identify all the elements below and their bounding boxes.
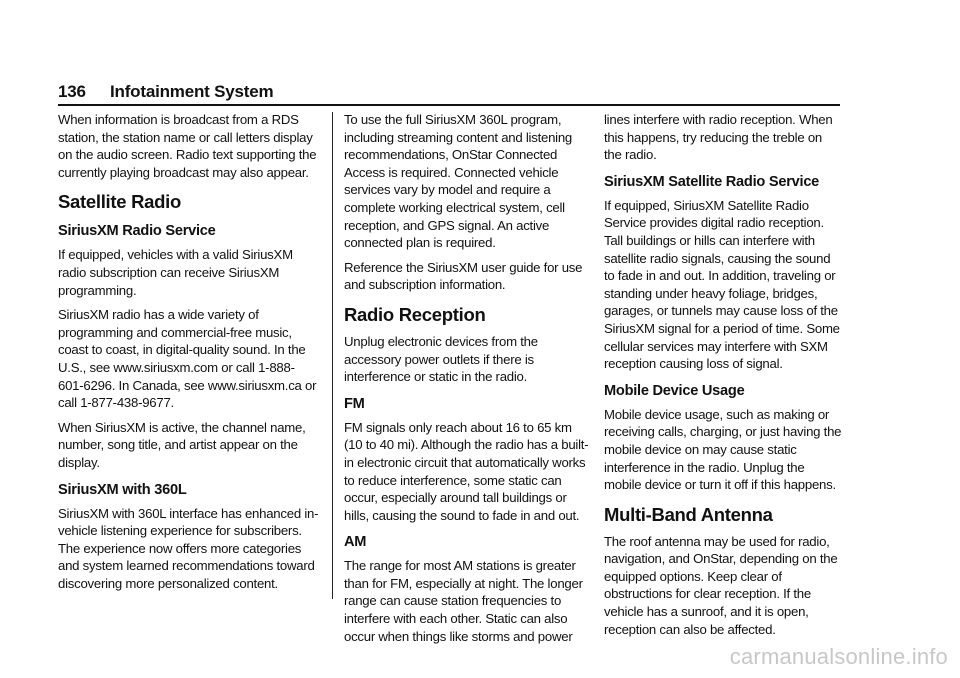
page-header <box>58 82 840 106</box>
paragraph: SiriusXM radio has a wide variety of programming and commercial-free music, coast to coast, in digital-quality sound. In the U.S., see www.siriusxm.com or call 1-888-601-6296. In Canada, see www.siriusxm.ca or call 1-877-438-9677. <box>58 307 317 411</box>
paragraph: The range for most AM stations is greater than for FM, especially at night. The longer range can cause station frequencies to interfere with each other. Static can also occur when things like storms and power <box>344 558 583 644</box>
fm-heading: FM <box>344 395 365 412</box>
satellite-radio-service-heading: SiriusXM Satellite Radio Service <box>604 173 820 190</box>
page-title: Infotainment System <box>110 82 274 101</box>
siriusxm-radio-service-heading: SiriusXM Radio Service <box>58 223 216 240</box>
mobile-device-usage-heading: Mobile Device Usage <box>604 382 745 399</box>
paragraph: When SiriusXM is active, the channel name, number, song title, and artist appear on the display. <box>58 419 306 470</box>
paragraph: Mobile device usage, such as making or receiving calls, charging, or just having the mobile device on may cause static interference in the radio. Unplug the mobile device or turn it off if this happens. <box>604 406 842 493</box>
column-divider <box>332 112 333 599</box>
intro-paragraph: When information is broadcast from a RDS station, the station name or call letters display on the audio screen. Radio text supporting the currently playing broadcast may also appear. <box>58 112 317 180</box>
multi-band-antenna-heading: Multi-Band Antenna <box>604 503 773 525</box>
am-heading: AM <box>344 534 367 551</box>
paragraph: If equipped, SiriusXM Satellite Radio Service provides digital radio reception. Tall buildings or hills can interfere with satellite radio signals, causing the sound to fade in and out. In addition, traveling or standing under heavy foliage, bridges, garages, or tunnels may cause loss of the SiriusXM signal for a period of time. Some cellular services may interfere with SXM reception causing loss of signal. <box>604 197 840 372</box>
paragraph: Unplug electronic devices from the accessory power outlets if there is interference or static in the radio. <box>344 333 538 385</box>
watermark: carmanualsonline.info <box>729 644 948 669</box>
paragraph: lines interfere with radio reception. When this happens, try reducing the treble on the radio. <box>604 112 833 163</box>
paragraph: Reference the SiriusXM user guide for use and subscription information. <box>344 259 583 293</box>
siriusxm-360l-heading: SiriusXM with 360L <box>58 481 187 498</box>
paragraph: SiriusXM with 360L interface has enhanced in-vehicle listening experience for subscribers. The experience now offers more categories and system learned recommendations toward discovering more personalized content. <box>58 505 319 591</box>
satellite-radio-heading: Satellite Radio <box>58 191 181 213</box>
paragraph: FM signals only reach about 16 to 65 km (10 to 40 mi). Although the radio has a built-in electronic circuit that automatically works to reduce interference, some static can occur, especially around tall buildings or hills, causing the sound to fade in and out. <box>344 419 589 523</box>
radio-reception-heading: Radio Reception <box>344 303 486 325</box>
column-1 <box>58 111 320 599</box>
paragraph: The roof antenna may be used for radio, navigation, and OnStar, depending on the equipped options. Keep clear of obstructions for clear reception. If the vehicle has a sunroof, and it is open, reception can also be affected. <box>604 533 838 637</box>
column-2 <box>344 111 590 652</box>
column-3 <box>604 111 842 645</box>
paragraph: If equipped, vehicles with a valid SiriusXM radio subscription can receive SiriusXM programming. <box>58 247 293 298</box>
page-number: 136 <box>58 82 86 101</box>
paragraph: To use the full SiriusXM 360L program, including streaming content and listening recommendations, OnStar Connected Access is required. Connected vehicle services vary by model and require a complete working electrical system, cell reception, and GPS signal. An active connected plan is required. <box>344 112 573 251</box>
